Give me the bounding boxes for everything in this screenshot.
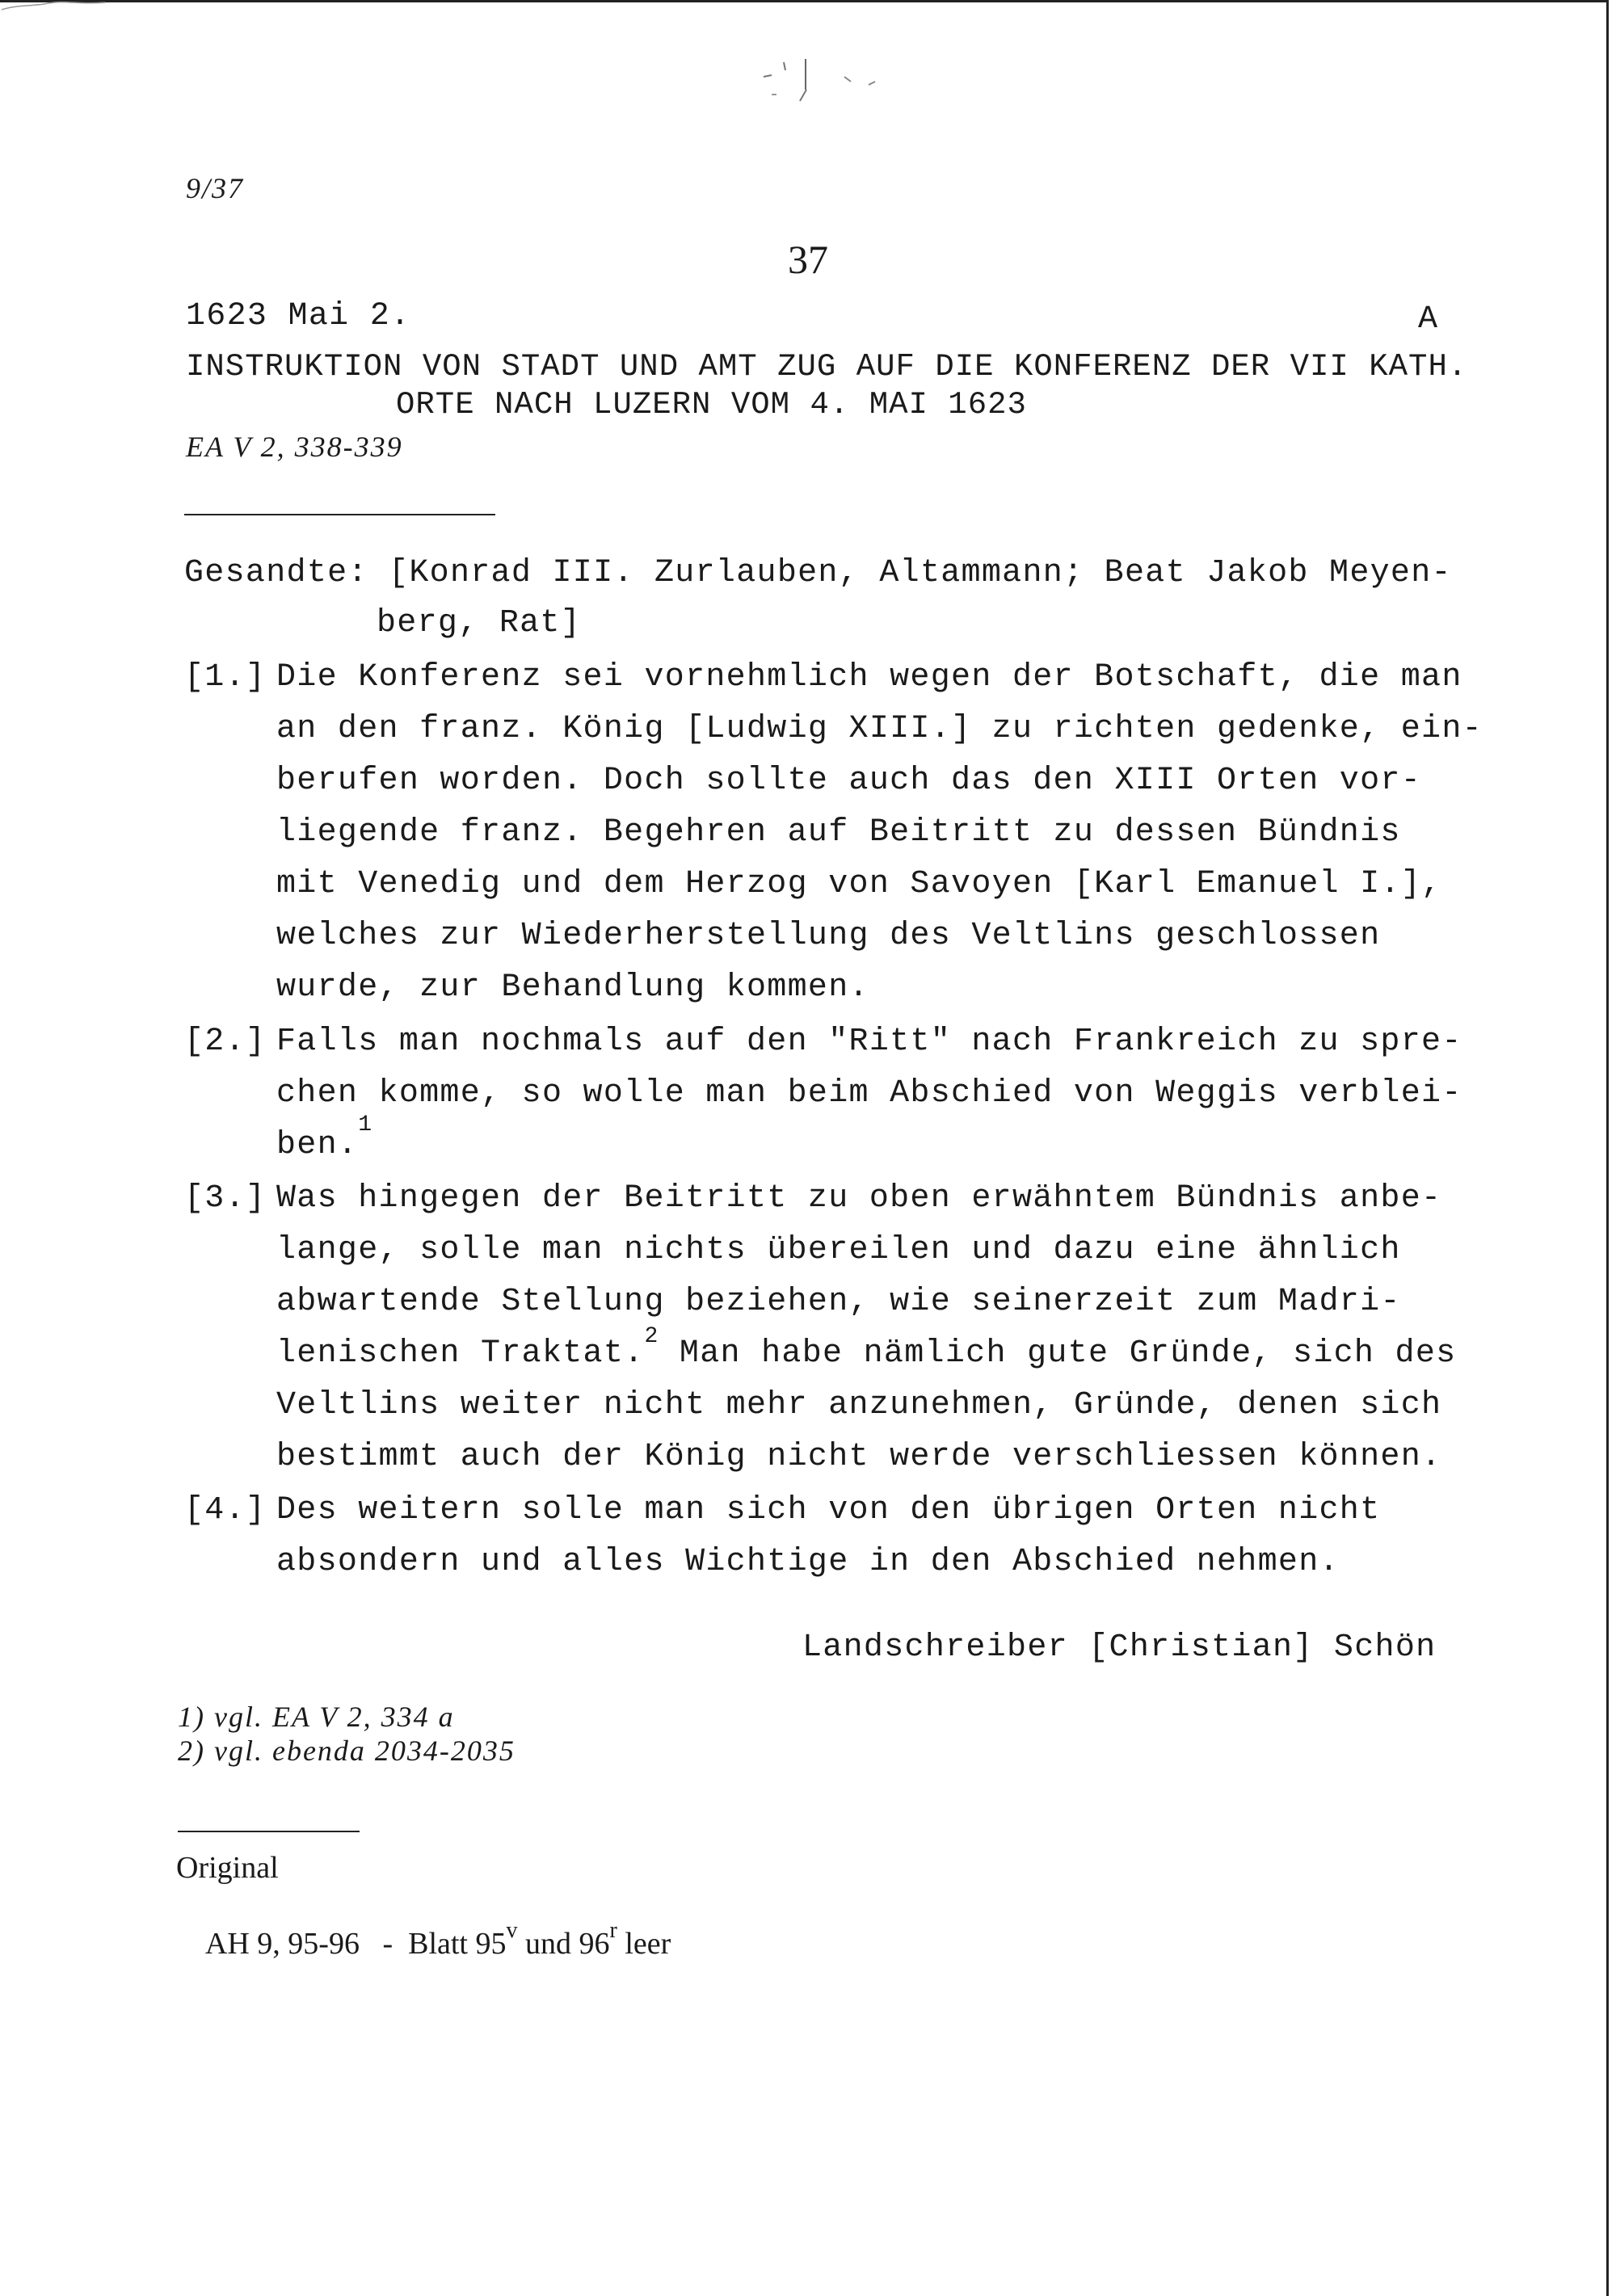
point-4-line: Des weitern solle man sich von den übrigen Orten nicht — [276, 1492, 1381, 1529]
point-2-line: Falls man nochmals auf den "Ritt" nach Frankreich zu spre- — [276, 1024, 1462, 1060]
document-title-line-2: ORTE NACH LUZERN VOM 4. MAI 1623 — [396, 387, 1027, 423]
point-number: [3.] — [184, 1180, 267, 1217]
footnote: 2) vgl. ebenda 2034-2035 — [178, 1735, 516, 1767]
point-1-line: berufen worden. Doch sollte auch das den XIII Orten vor- — [276, 763, 1422, 799]
point-2-line: chen komme, so wolle man beim Abschied von Weggis verblei- — [276, 1075, 1462, 1112]
point-3-line: Was hingegen der Beitritt zu oben erwähntem Bündnis anbe- — [276, 1180, 1442, 1217]
point-number: [1.] — [184, 659, 267, 696]
point-1-line: mit Venedig und dem Herzog von Savoyen [Karl Emanuel I.], — [276, 866, 1442, 902]
point-3-line: Veltlins weiter nicht mehr anzunehmen, Gründe, denen sich — [276, 1387, 1442, 1423]
point-2-line-text: ben. — [276, 1127, 359, 1163]
scan-smudge-top-left — [0, 0, 113, 16]
point-3-line — [276, 1323, 1457, 1373]
point-1-line: an den franz. König [Ludwig XIII.] zu richten gedenke, ein- — [276, 711, 1483, 747]
scan-border-top — [0, 0, 1608, 2]
document-number: 37 — [788, 237, 828, 282]
footnote-separator-rule — [178, 1831, 360, 1832]
archive-reference: 9/37 — [186, 172, 245, 204]
original-reference-middle: und 96 — [517, 1927, 610, 1961]
point-3-line-text: lenischen Traktat. — [276, 1335, 645, 1372]
footnote-mark: 2 — [644, 1323, 659, 1349]
point-4-line: absondern und alles Wichtige in den Abschied nehmen. — [276, 1544, 1340, 1580]
faint-handwritten-mark — [755, 53, 917, 109]
point-1-line: wurde, zur Behandlung kommen. — [276, 969, 869, 1006]
original-reference-suffix: leer — [617, 1927, 671, 1961]
recto-mark: r — [609, 1918, 617, 1944]
signature-line: Landschreiber [Christian] Schön — [802, 1629, 1437, 1666]
point-3-line: abwartende Stellung beziehen, wie seinerzeit zum Madri- — [276, 1284, 1401, 1320]
footnote-mark: 1 — [358, 1112, 373, 1137]
verso-mark: v — [506, 1918, 518, 1944]
point-number: [4.] — [184, 1492, 267, 1529]
document-date: 1623 Mai 2. — [186, 298, 411, 334]
original-reference-prefix: AH 9, 95-96 - Blatt 95 — [204, 1927, 507, 1961]
point-3-line: lange, solle man nichts übereilen und dazu eine ähnlich — [276, 1232, 1401, 1268]
point-number: [2.] — [184, 1024, 267, 1060]
footnote: 1) vgl. EA V 2, 334 a — [178, 1701, 455, 1733]
scan-border-right — [1606, 0, 1609, 2296]
version-letter: A — [1418, 301, 1439, 338]
point-1-line: Die Konferenz sei vornehmlich wegen der Botschaft, die man — [276, 659, 1462, 696]
point-1-line: liegende franz. Begehren auf Beitritt zu dessen Bündnis — [276, 814, 1401, 851]
original-label: Original — [176, 1851, 279, 1885]
envoys-line-1: Gesandte: [Konrad III. Zurlauben, Altammann; Beat Jakob Meyen- — [184, 555, 1452, 591]
point-1-line: welches zur Wiederherstellung des Veltlins geschlossen — [276, 918, 1381, 954]
separator-rule — [184, 514, 495, 515]
source-reference: EA V 2, 338-339 — [186, 431, 403, 463]
point-3-line-text: Man habe nämlich gute Gründe, sich des — [659, 1335, 1457, 1372]
original-reference — [176, 1890, 671, 1997]
envoys-line-2: berg, Rat] — [377, 605, 582, 641]
document-title-line-1: INSTRUKTION VON STADT UND AMT ZUG AUF DIE KONFERENZ DER VII KATH. — [186, 349, 1468, 385]
point-2-line — [276, 1112, 373, 1165]
point-3-line: bestimmt auch der König nicht werde verschliessen können. — [276, 1439, 1442, 1475]
